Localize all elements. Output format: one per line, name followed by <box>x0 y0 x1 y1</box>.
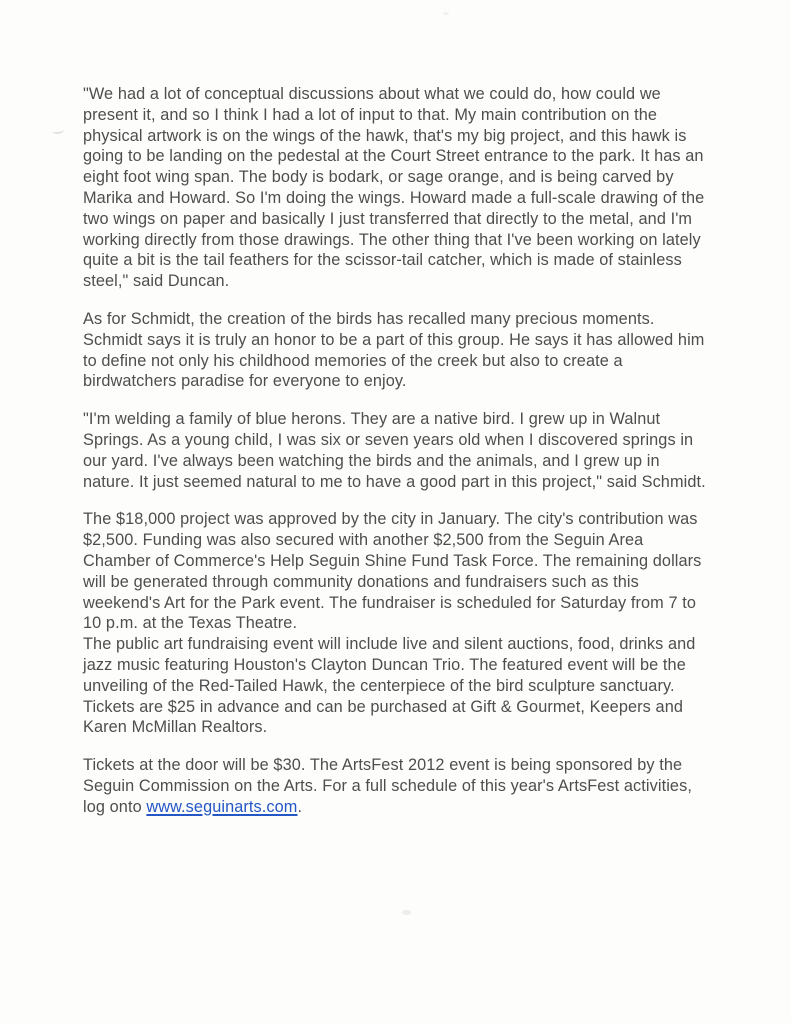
closing-period: . <box>297 797 303 816</box>
scan-smudge-left-margin <box>52 126 65 135</box>
article-body <box>83 84 711 818</box>
paragraph-fundraiser-details: The public art fundraising event will include live and silent auctions, food, drinks and jazz music featuring Houston's Clayton Duncan Trio. The featured event will be the unveiling of the Red-Tailed Hawk, the centerpiece of the bird sculpture sanctuary. Tickets are $25 in advance and can be purchased at Gift & Gourmet, Keepers and Karen McMillan Realtors. <box>83 635 696 737</box>
seguinarts-link[interactable]: www.seguinarts.com <box>146 797 298 816</box>
scan-smudge-top <box>443 12 449 15</box>
paragraph-schmidt-quote: "I'm welding a family of blue herons. They are a native bird. I grew up in Walnut Springs. As a young child, I was six or seven years old when I discovered springs in our yard. I've always been watching the birds and the animals, and I grew up in nature. It just seemed natural to me to have a good part in this project," said Schmidt. <box>83 410 706 491</box>
paragraph-duncan-quote: "We had a lot of conceptual discussions about what we could do, how could we present it, and so I think I had a lot of input to that. My main contribution on the physical artwork is on the wings of the hawk, that's my big project, and this hawk is going to be landing on the pedestal at the Court Street entrance to the park. It has an eight foot wing span. The body is bodark, or sage orange, and is being carved by Marika and Howard. So I'm doing the wings. Howard made a full-scale drawing of the two wings on paper and basically I just transferred that directly to the metal, and I'm working directly from those drawings. The other thing that I've been working on lately quite a bit is the tail feathers for the scissor-tail catcher, which is made of stainless steel," said Duncan. <box>83 85 705 291</box>
closing-text-before-link: Tickets at the door will be $30. The ArtsFest 2012 event is being sponsored by the Seguin Commission on the Arts. For a full schedule of this year's ArtsFest activities, log onto <box>83 756 692 816</box>
paragraph-closing <box>83 755 711 817</box>
scan-smudge-bottom <box>402 910 411 915</box>
paragraph-project-funding: The $18,000 project was approved by the city in January. The city's contribution was $2,500. Funding was also secured with another $2,500 from the Seguin Area Chamber of Commerce's Help Seguin Shine Fund Task Force. The remaining dollars will be generated through community donations and fundraisers such as this weekend's Art for the Park event. The fundraiser is scheduled for Saturday from 7 to 10 p.m. at the Texas Theatre. <box>83 510 702 633</box>
paragraph-schmidt-intro: As for Schmidt, the creation of the birds has recalled many precious moments. Schmidt says it is truly an honor to be a part of this group. He says it has allowed him to define not only his childhood memories of the creek but also to create a birdwatchers paradise for everyone to enjoy. <box>83 309 705 391</box>
